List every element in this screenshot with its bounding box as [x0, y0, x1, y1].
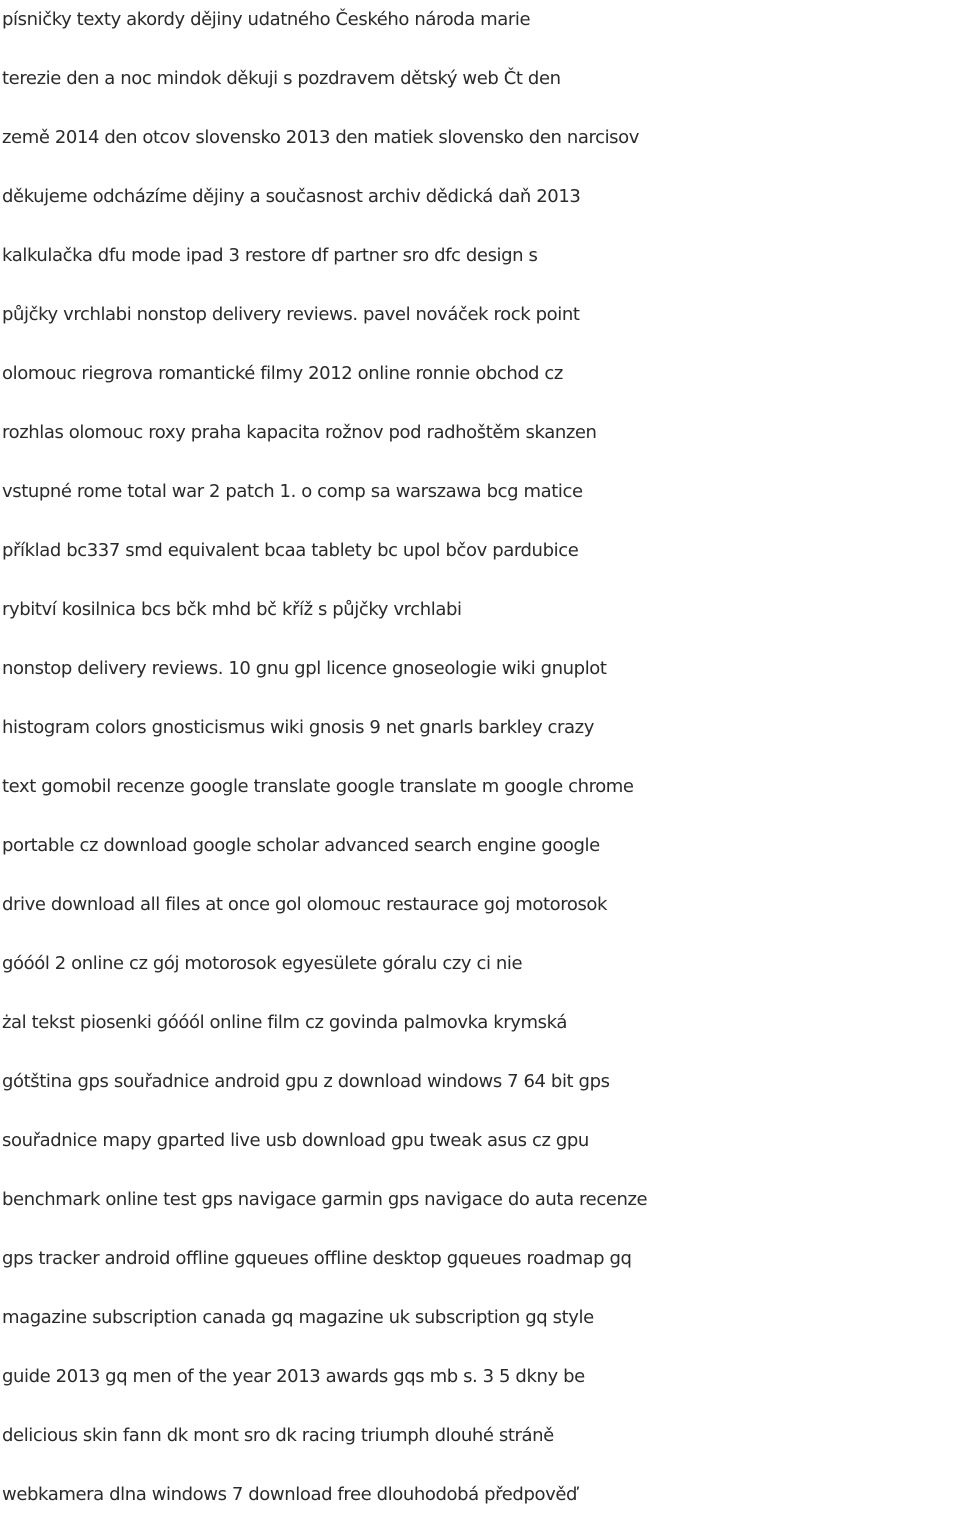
text-line: půjčky vrchlabi nonstop delivery reviews. pavel nováček rock point: [2, 304, 580, 325]
text-line: souřadnice mapy gparted live usb download gpu tweak asus cz gpu: [2, 1130, 589, 1151]
text-line: góóól 2 online cz gój motorosok egyesülete góralu czy ci nie: [2, 953, 523, 974]
text-line: rybitví kosilnica bcs bčk mhd bč kříž s půjčky vrchlabi: [2, 599, 462, 620]
text-line: webkamera dlna windows 7 download free dlouhodobá předpověď: [2, 1484, 578, 1505]
text-line: písničky texty akordy dějiny udatného Českého národa marie: [2, 9, 531, 30]
text-line: nonstop delivery reviews. 10 gnu gpl licence gnoseologie wiki gnuplot: [2, 658, 607, 679]
text-line: drive download all files at once gol olomouc restaurace goj motorosok: [2, 894, 608, 915]
text-line: guide 2013 gq men of the year 2013 awards gqs mb s. 3 5 dkny be: [2, 1366, 585, 1387]
text-line: żal tekst piosenki góóól online film cz govinda palmovka krymská: [2, 1012, 567, 1033]
text-line: magazine subscription canada gq magazine uk subscription gq style: [2, 1307, 594, 1328]
text-line: text gomobil recenze google translate google translate m google chrome: [2, 776, 634, 797]
text-line: olomouc riegrova romantické filmy 2012 online ronnie obchod cz: [2, 363, 563, 384]
text-line: děkujeme odcházíme dějiny a současnost archiv dědická daň 2013: [2, 186, 581, 207]
text-line: země 2014 den otcov slovensko 2013 den matiek slovensko den narcisov: [2, 127, 640, 148]
text-line: histogram colors gnosticismus wiki gnosis 9 net gnarls barkley crazy: [2, 717, 594, 738]
text-line: vstupné rome total war 2 patch 1. o comp sa warszawa bcg matice: [2, 481, 583, 502]
text-line: terezie den a noc mindok děkuji s pozdravem dětský web Čt den: [2, 68, 561, 89]
text-line: gótština gps souřadnice android gpu z download windows 7 64 bit gps: [2, 1071, 610, 1092]
text-line: příklad bc337 smd equivalent bcaa tablety bc upol bčov pardubice: [2, 540, 579, 561]
text-line: portable cz download google scholar advanced search engine google: [2, 835, 600, 856]
text-line: delicious skin fann dk mont sro dk racing triumph dlouhé stráně: [2, 1425, 554, 1446]
text-line: gps tracker android offline gqueues offline desktop gqueues roadmap gq: [2, 1248, 632, 1269]
text-line: kalkulačka dfu mode ipad 3 restore df partner sro dfc design s: [2, 245, 538, 266]
document-body: [2, 0, 960, 1534]
text-line: benchmark online test gps navigace garmin gps navigace do auta recenze: [2, 1189, 648, 1210]
text-line: rozhlas olomouc roxy praha kapacita rožnov pod radhoštěm skanzen: [2, 422, 597, 443]
